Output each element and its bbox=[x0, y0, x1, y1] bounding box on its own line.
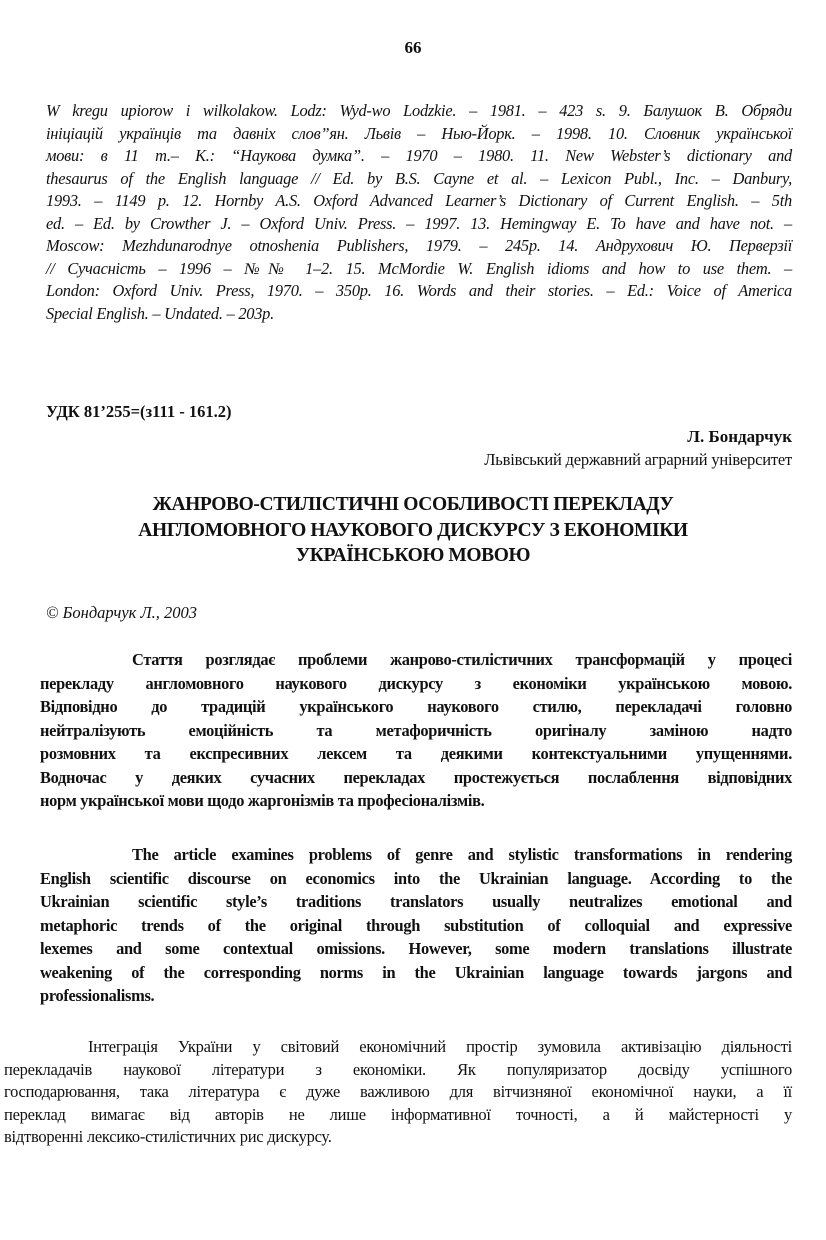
body-line: переклад вимагає від авторів не лише інформативної точності, а й майстерності у bbox=[4, 1104, 792, 1124]
title-line: УКРАЇНСЬКОЮ МОВОЮ bbox=[295, 545, 531, 566]
abstract-ukrainian bbox=[40, 648, 792, 813]
body-line: господарювання, така література є дуже важливою для вітчизняної економічної науки, а її bbox=[4, 1082, 792, 1101]
body-line: Інтеграція України у світовий економічний простір зумовила активізацію діяльності bbox=[88, 1037, 792, 1056]
body-paragraph bbox=[4, 1036, 792, 1149]
abstract-line: lexemes and some contextual omissions. However, some modern translations illustrate bbox=[40, 939, 792, 958]
page-number: 66 bbox=[404, 38, 422, 57]
abstract-line: professionalisms. bbox=[40, 986, 155, 1005]
reference-line: ініціацій українців та давніх слов”ян. Львів – Нью-Йорк. – 1998. 10. Словник української bbox=[46, 123, 792, 143]
reference-line: London: Oxford Univ. Press, 1970. – 350p. 16. Words and their stories. – Ed.: Voice of America bbox=[46, 281, 792, 300]
title-line: ЖАНРОВО-СТИЛІСТИЧНІ ОСОБЛИВОСТІ ПЕРЕКЛАДУ bbox=[152, 494, 674, 515]
author-affiliation: Львівський державний аграрний університет bbox=[484, 450, 792, 469]
abstract-line: розмовних та експресивних лексем та деякими контекстуальними упущеннями. bbox=[40, 744, 792, 763]
reference-line: thesaurus of the English language // Ed. by B.S. Cayne et al. – Lexicon Publ., Inc. – Danbury, bbox=[46, 168, 792, 188]
abstract-line: metaphoric trends of the original through substitution of colloquial and expressive bbox=[40, 915, 792, 935]
abstract-line: Стаття розглядає проблеми жанрово-стилістичних трансформацій у процесі bbox=[132, 650, 792, 669]
title-line: АНГЛОМОВНОГО НАУКОВОГО ДИСКУРСУ З ЕКОНОМІКИ bbox=[138, 519, 688, 541]
reference-line: Moscow: Mezhdunarodnye otnoshenia Publishers, 1979. – 245p. 14. Андрухович Ю. Перверзії bbox=[46, 236, 792, 255]
abstract-line: Ukrainian scientific style’s traditions translators usually neutralizes emotional and bbox=[40, 892, 792, 911]
article-title bbox=[60, 492, 766, 569]
abstract-line: перекладу англомовного наукового дискурсу з економіки українською мовою. bbox=[40, 673, 792, 693]
reference-line: ed. – Ed. by Crowther J. – Oxford Univ. Press. – 1997. 13. Hemingway E. To have and have not. – bbox=[46, 213, 792, 233]
reference-line: 1993. – 1149 p. 12. Hornby A.S. Oxford Advanced Learner’s Dictionary of Current English. – 5th bbox=[46, 191, 792, 210]
references-continued bbox=[46, 100, 792, 325]
abstract-line: The article examines problems of genre and stylistic transformations in rendering bbox=[132, 845, 792, 864]
abstract-english bbox=[40, 843, 792, 1008]
reference-line: мови: в 11 т.– К.: “Наукова думка”. – 1970 – 1980. 11. New Webster’s dictionary and bbox=[46, 146, 792, 165]
abstract-line: нейтралізують емоційність та метафоричність оригіналу заміною надто bbox=[40, 720, 792, 740]
author-name: Л. Бондарчук bbox=[687, 427, 792, 446]
abstract-line: Відповідно до традицій українського наукового стилю, перекладачі головно bbox=[40, 697, 792, 716]
abstract-line: норм української мови щодо жаргонізмів та професіоналізмів. bbox=[40, 791, 485, 810]
reference-line: // Сучасність – 1996 – №№ 1–2. 15. McMordie W. English idioms and how to use them. – bbox=[46, 258, 792, 278]
udc-code: УДК 81’255=(з111 - 161.2) bbox=[46, 402, 232, 421]
reference-line: Special English. – Undated. – 203p. bbox=[46, 303, 274, 323]
body-line: відтворенні лексико-стилістичних рис дискурсу. bbox=[4, 1127, 332, 1146]
reference-line: W kregu upiorow i wilkolakow. Lodz: Wyd-wo Lodzkie. – 1981. – 423 s. 9. Балушок В. Обряди bbox=[46, 101, 792, 120]
abstract-line: weakening of the corresponding norms in the Ukrainian language towards jargons and bbox=[40, 962, 792, 982]
body-line: перекладачів наукової літератури з економіки. Як популяризатор досвіду успішного bbox=[4, 1059, 792, 1079]
copyright-notice: © Бондарчук Л., 2003 bbox=[46, 603, 198, 622]
abstract-line: English scientific discourse on economics into the Ukrainian language. According to the bbox=[40, 868, 792, 888]
abstract-line: Водночас у деяких сучасних перекладах простежується послаблення відповідних bbox=[40, 767, 792, 787]
